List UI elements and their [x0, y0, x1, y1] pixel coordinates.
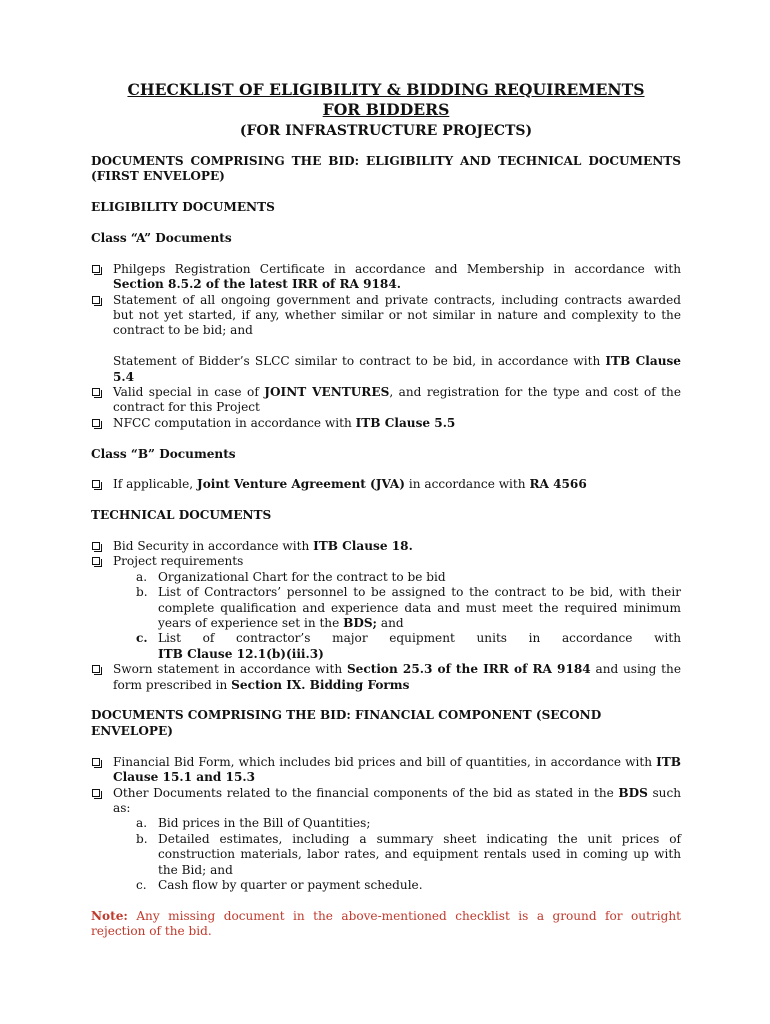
- class-b-heading: Class “B” Documents: [91, 446, 236, 461]
- class-a-item-joint-ventures: Valid special in case of JOINT VENTURES, and registration for the type and cost of the contract for this Project: [91, 385, 681, 416]
- technical-sub-b: b. List of Contractors’ personnel to be assigned to the contract to be bid, with their complete qualification and experience data and must meet the required minimum years of experience set in the BDS; and: [136, 585, 681, 631]
- checkbox-icon[interactable]: [92, 480, 100, 488]
- checkbox-icon[interactable]: [92, 388, 100, 396]
- document-page: [91, 80, 681, 940]
- checkbox-icon[interactable]: [92, 296, 100, 304]
- technical-item-project-requirements: Project requirements: [91, 554, 681, 569]
- checkbox-icon[interactable]: [92, 557, 100, 565]
- financial-item-other-documents: Other Documents related to the financial components of the bid as stated in the BDS such as:: [91, 786, 681, 817]
- class-a-item-nfcc: NFCC computation in accordance with ITB Clause 5.5: [91, 416, 681, 431]
- checkbox-icon[interactable]: [92, 542, 100, 550]
- eligibility-heading: ELIGIBILITY DOCUMENTS: [91, 200, 275, 215]
- technical-item-sworn-statement: Sworn statement in accordance with Section 25.3 of the IRR of RA 9184 and using the form prescribed in Section IX. Bidding Forms: [91, 662, 681, 693]
- note: [91, 909, 681, 940]
- class-a-item-slcc: Statement of Bidder’s SLCC similar to contract to be bid, in accordance with ITB Clause 5.4: [113, 354, 681, 384]
- technical-sub-a: a. Organizational Chart for the contract to be bid: [136, 569, 446, 584]
- technical-heading: TECHNICAL DOCUMENTS: [91, 508, 272, 523]
- class-b-item-jva: If applicable, Joint Venture Agreement (JVA) in accordance with RA 4566: [91, 477, 681, 492]
- first-envelope-heading: DOCUMENTS COMPRISING THE BID: ELIGIBILITY AND TECHNICAL DOCUMENTS (FIRST ENVELOPE): [91, 154, 681, 184]
- checkbox-icon[interactable]: [92, 265, 100, 273]
- financial-sub-c: c. Cash flow by quarter or payment schedule.: [136, 877, 423, 892]
- financial-sub-b: b. Detailed estimates, including a summary sheet indicating the unit prices of construction materials, labor rates, and equipment rentals used in coming up with the Bid; and: [136, 831, 681, 877]
- class-a-item-philgeps: Philgeps Registration Certificate in accordance and Membership in accordance with Section 8.5.2 of the latest IRR of RA 9184.: [91, 262, 681, 293]
- note-text: Any missing document in the above-mentioned checklist is a ground for outright rejection of the bid.: [91, 908, 681, 939]
- subtitle: (FOR INFRASTRUCTURE PROJECTS): [239, 123, 533, 139]
- note-label: Note:: [91, 908, 128, 923]
- class-a-item-ongoing-contracts: Statement of all ongoing government and private contracts, including contracts awarded but not yet started, if any, whether similar or not similar in nature and complexity to the contract to be bid; and: [91, 293, 681, 339]
- class-a-heading: Class “A” Documents: [91, 231, 232, 245]
- title-line-1: CHECKLIST OF ELIGIBILITY & BIDDING REQUIREMENTS: [127, 80, 645, 99]
- checkbox-icon[interactable]: [92, 665, 100, 673]
- second-envelope-heading: DOCUMENTS COMPRISING THE BID: FINANCIAL COMPONENT (SECOND ENVELOPE): [91, 708, 602, 738]
- technical-sub-c: c. List of contractor’s major equipment units in accordance with ITB Clause 12.1(b)(iii.3): [136, 631, 681, 661]
- financial-item-bid-form: Financial Bid Form, which includes bid prices and bill of quantities, in accordance with ITB Clause 15.1 and 15.3: [91, 755, 681, 786]
- financial-sub-a: a. Bid prices in the Bill of Quantities;: [136, 816, 371, 831]
- title-line-2: FOR BIDDERS: [322, 99, 450, 119]
- checkbox-icon[interactable]: [92, 419, 100, 427]
- checkbox-icon[interactable]: [92, 789, 100, 797]
- technical-item-bid-security: Bid Security in accordance with ITB Clause 18.: [91, 539, 681, 554]
- checkbox-icon[interactable]: [92, 758, 100, 766]
